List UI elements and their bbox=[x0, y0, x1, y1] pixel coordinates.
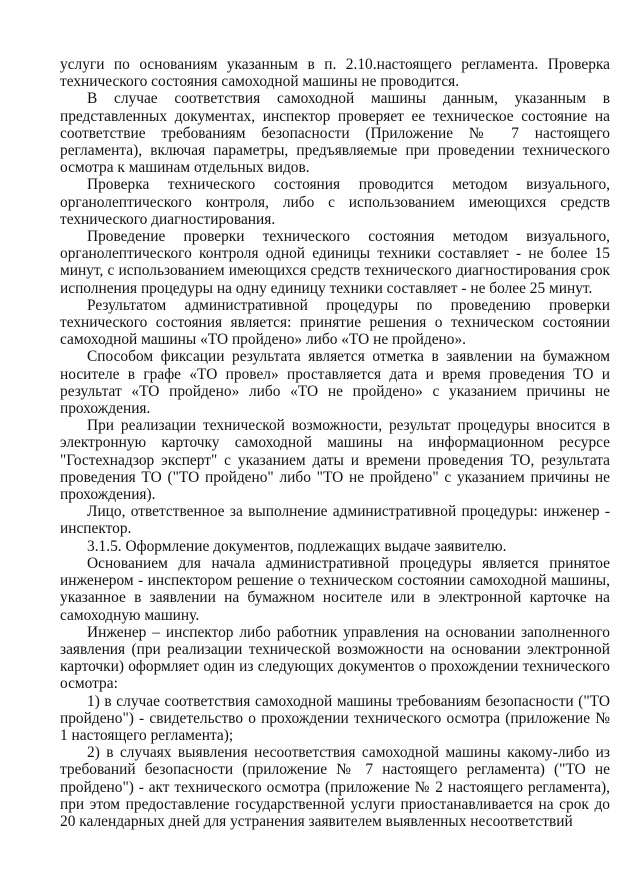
paragraph-2: Проверка технического состояния проводится методом визуального, органолептического контроля, либо с использованием имеющихся средств технического диагностирования. bbox=[60, 176, 610, 228]
paragraph-6: При реализации технической возможности, результат процедуры вносится в электронную карточку самоходной машины на информационном ресурсе "Гостехнадзор эксперт" с указанием даты и времени проведения ТО, результата проведения ТО ("ТО пройдено" либо "ТО не пройдено" с указанием причины не прохождения). bbox=[60, 417, 610, 504]
paragraph-9: Основанием для начала административной процедуры является принятое инженером - инспектором решение о техническом состоянии самоходной машины, указанное в заявлении на бумажном носителе или в электронной карточке на самоходную машину. bbox=[60, 554, 610, 624]
paragraph-3: Проведение проверки технического состояния методом визуального, органолептического контроля одной единицы техники составляет - не более 15 минут, с использованием имеющихся средств технического диагностирования срок исполнения процедуры на одну единицу техники составляет - не более 25 минут. bbox=[60, 228, 610, 297]
paragraph-4: Результатом административной процедуры по проведению проверки технического состояния является: принятие решения о техническом состоянии самоходной машины «ТО пройдено» либо «ТО не пройдено». bbox=[60, 296, 610, 349]
document-body bbox=[60, 56, 610, 830]
list-item-1: 1) в случае соответствия самоходной машины требованиям безопасности ("ТО пройдено") - свидетельство о прохождении технического осмотра (приложение № 1 настоящего регламента); bbox=[60, 692, 610, 744]
paragraph-5: Способом фиксации результата является отметка в заявлении на бумажном носителе в графе «ТО провел» проставляется дата и время проведения ТО и результат «ТО пройдено» либо «ТО не пройдено» с указанием причины не прохождения. bbox=[60, 348, 610, 418]
paragraph-7: Лицо, ответственное за выполнение административной процедуры: инженер - инспектор. bbox=[60, 503, 610, 538]
paragraph-1: В случае соответствия самоходной машины данным, указанным в представленных документах, инспектор проверяет ее техническое состояние на соответствие требованиям безопасности (Приложение № 7 настоящего регламента), включая параметры, предъявляемые при проведении технического осмотра к машинам отдельных видов. bbox=[60, 90, 610, 177]
list-item-2: 2) в случаях выявления несоответствия самоходной машины какому-либо из требований безопасности (приложение № 7 настоящего регламента) ("ТО не пройдено") - акт технического осмотра (приложение № 2 настоящего регламента), при этом предоставление государственной услуги приостанавливается на срок до 20 календарных дней для устранения заявителем выявленных несоответствий bbox=[60, 744, 610, 830]
paragraph-0: услуги по основаниям указанным в п. 2.10.настоящего регламента. Проверка технического состояния самоходной машины не проводится. bbox=[60, 56, 610, 91]
section-heading-3-1-5: 3.1.5. Оформление документов, подлежащих выдаче заявителю. bbox=[87, 537, 507, 555]
paragraph-10: Инженер – инспектор либо работник управления на основании заполненного заявления (при реализации технической возможности на основании электронной карточки) оформляет один из следующих документов о прохождении технического осмотра: bbox=[60, 623, 610, 693]
